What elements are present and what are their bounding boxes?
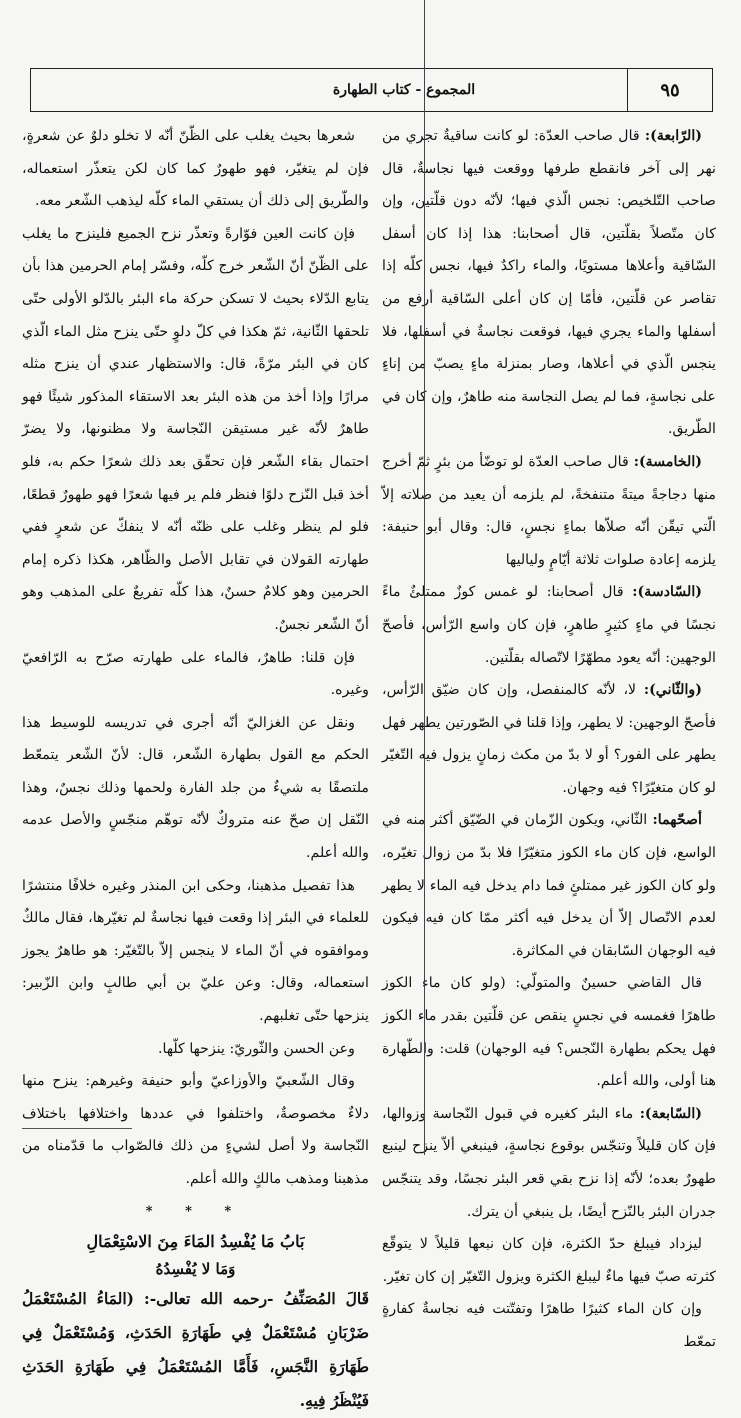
paragraph <box>382 576 716 674</box>
paragraph <box>382 120 716 446</box>
scan-fold-line <box>424 0 425 1155</box>
page-header <box>30 68 713 112</box>
paragraph: وقال الشّعبيّ والأوزاعيّ وأبو حنيفة وغيرهم: ينزح منها دلاءٌ مخصوصةٌ، واختلفوا في عددها واختلافها باختلاف النّجاسة ولا أصل لشيءٍ من ذلك فالصّواب ما قدّمناه من مذهبنا ومذهب مالكٍ والله أعلم. <box>22 1073 369 1187</box>
issue-label: (السّابعة): <box>639 1105 702 1122</box>
paragraph: هذا تفصيل مذهبنا، وحكى ابن المنذر وغيره خلافًا منتشرًا للعلماء في البئر إذا وقعت فيها نجاسةٌ لم تغيّرها، فقال مالكٌ وموافقوه في أنّ الماء لا ينجس إلاّ بالتّغيّر: هو طاهرٌ يجوز استعماله، وقال: وعن عليّ بن أبي طالبٍ وابن الزّبير: ينزحها حتّى تغلبهم. <box>22 877 369 1025</box>
paragraph-text: ماء البئر كغيره في قبول النّجاسة وزوالها، فإن كان قليلاً وتنجّس بوقوع نجاسةٍ، فينبغي ألاّ ينزح لينبع طهورٌ بعده؛ لأنّه إذا نزح بقي قعر البئر نجسًا، وقد يتنجّس جدران البئر بالنّزح أيضًا، بل ينبغي أن يترك. <box>382 1105 716 1220</box>
paragraph <box>382 446 716 576</box>
paragraph: ونقل عن الغزاليّ أنّه أجرى في تدريسه للوسيط هذا الحكم مع القول بطهارة الشّعر، قال: لأنّ الشّعر يتمعّط ملتصقًا به شيءٌ من جلد الفارة ولحمها وذلك نجسٌ، وهذا النّقل إن صحّ عنه متروكٌ لأنّه توهّم منجّسٍ والأصل عدمه والله أعلم. <box>22 714 369 862</box>
paragraph-text: لا، لأنّه كالمنفصل، وإن كان ضيّق الرّأس، فأصحّ الوجهين: لا يطهر، وإذا قلنا في الصّورتين يطهر فهل يطهر على الفور؟ أو لا بدّ من مكث زمانٍ يزول فيه التّغيّر لو كان متغيّرًا؟ فيه وجهان. <box>382 682 716 796</box>
paragraph-text: ليزداد فيبلغ حدّ الكثرة، فإن كان نبعها قليلاً لا يتوقّع كثرته صبّ فيها ماءٌ ليبلغ الكثرة ويزول التّغيّر إن كان تغيّر. <box>382 1236 716 1285</box>
running-title: المجموع - كتاب الطهارة <box>332 82 476 98</box>
issue-label: أصحّهما: <box>652 812 702 829</box>
paragraph <box>382 1098 716 1228</box>
left-column <box>22 120 369 1411</box>
issue-label: (السّادسة): <box>632 584 702 601</box>
paragraph: فإن كانت العين فوّارةً وتعذّر نزح الجميع فلينزح ما يغلب على الظّنّ أنّ الشّعر خرج كلّه، وفسّر إمام الحرمين هذا بأن يتابع الدّلاء بحيث لا تسكن حركة ماء البئر بالدّلو الأولى حتّى تلحقها الثّانية، ثمّ هكذا في كلّ دلوٍ حتّى ينزح مثل الماء الّذي كان في البئر مرّةً، قال: والاستظهار عندي أن ينزح مثله مرارًا وإذا أخذ من هذه البئر بعد الاستقاء المذكور شيئًا فهو طاهرٌ لأنّه غير مستيقن النّجاسة ولا مظنونها، ولا يضرّ احتمال بقاء الشّعر فإن تحقّق بعد ذلك شعرًا حكم به، فلو أخذ قبل النّزح دلوًا فنظر فلم ير فيها شعرًا فهو طهورٌ قطعًا، فلو لم ينظر وغلب على ظنّه أنّه لا ينفكّ عن شعرٍ ففي طهارته القولان في تقابل الأصل والظّاهر، هكذا ذكره إمام الحرمين وهو كلامٌ حسنٌ، هذا كلّه تفريعٌ على المذهب وهو أنّ الشّعر نجسٌ. <box>22 225 369 633</box>
paragraph-text: قال صاحب العدّة: لو كانت ساقيةٌ تجري من نهر إلى آخر فانقطع طرفها ووقعت فيها نجاسةٌ، قال صاحب التّلخيص: نجس الّذي فيها؛ لأنّه دون قلّتين، وإن كان متّصلاً بقلّتين، قال أصحابنا: هذا إذا كان أسفل السّاقية وأعلاها مستويًا، والماء راكدٌ فيها، نجس كلّه إذا تقاصر عن قلّتين، فأمّا إن كان أعلى السّاقية أرفع من أسفلها والماء يجري فيها، فوقعت نجاسةٌ في أسفلها، فلا ينجس الّذي في أعلاها، وصار بمنزلة ماءٍ يصبّ من إناءٍ على نجاسةٍ، فما لم يصل النجاسة منه طاهرٌ، وإن كان في الطّريق. <box>382 128 716 438</box>
paragraph-text: قال أصحابنا: لو غمس كوزٌ ممتلئٌ ماءً نجسًا في ماءٍ كثيرٍ طاهرٍ، فإن كان واسع الرّأس، فأصحّ الوجهين: أنّه يعود مطهّرًا لاتّصاله بقلّتين. <box>382 584 716 666</box>
paragraph <box>382 804 716 967</box>
paragraph-text: قال صاحب العدّة لو توضّأ من بئرٍ ثمّ أخرج منها دجاجةً ميتةً متنفخةً، لم يلزمه أن يعيد من صلاته إلاّ الّتي تيقّن أنّه صلاّها بماءٍ نجسٍ، قال: وقال أبو حنيفة: يلزمه إعادة صلوات ثلاثة أيّامٍ ولياليها <box>382 453 716 568</box>
paragraph <box>382 1228 716 1293</box>
footnote-rule <box>22 1128 132 1129</box>
paragraph-text: وإن كان الماء كثيرًا طاهرًا وتفتّتت فيه نجاسةٌ كفارةٍ تمعّط <box>382 1301 716 1350</box>
chapter-title: بَابُ مَا يُفْسِدُ المَاءَ مِنَ الاسْتِعْمَالِ <box>86 1232 305 1252</box>
paragraph-text: قال القاضي حسينٌ والمتولّي: (ولو كان ماء الكوز طاهرًا فغمسه في نجسٍ ينقص عن قلّتين بقدر ماء الكوز فهل يحكم بطهارة النّجس؟ فيه الوجهان) قلت: والطّهارة هنا أولى، والله أعلم. <box>382 975 716 1090</box>
page-number: ٩٥ <box>627 69 712 111</box>
section-stars: * * * <box>145 1203 246 1219</box>
paragraph <box>382 967 716 1097</box>
paragraph: فإن قلنا: طاهرٌ، فالماء على طهارته صرّح به الرّافعيّ وغيره. <box>22 649 369 699</box>
paragraph: شعرها بحيث يغلب على الظّنّ أنّه لا تخلو دلوٌ عن شعرةٍ، فإن لم يتغيّر، فهو طهورٌ كما كان لكن يتعذّر استعماله، والطّريق إلى ذلك أن يستقي الماء كلّه ليذهب الشّعر معه. <box>22 128 369 210</box>
paragraph-text: الثّاني، ويكون الزّمان في الضّيّق أكثر منه في الواسع، فإن كان ماء الكوز متغيّرًا فلا بدّ من زوال تغيّره، ولو كان الكوز غير ممتلئٍ فما دام يدخل فيه الماء لا يطهر لعدم الاتّصال إلاّ أن يدخل فيه أكثر ممّا كان فيه فيكون فيه الوجهان السّابقان في المكاثرة. <box>382 812 716 959</box>
issue-label: (الرّابعة): <box>644 128 702 144</box>
right-column <box>382 120 716 1350</box>
author-quote: قَالَ المُصَنِّفُ -رحمه الله تعالى-: (المَاءُ المُسْتَعْمَلُ ضَرْبَانِ مُسْتَعْمَلٌ فِي طَهَارَةِ الحَدَثِ، وَمُسْتَعْمَلٌ فِي طَهَارَةِ النَّجَسِ، فَأَمَّا المُسْتَعْمَلُ فِي طَهَارَةِ الحَدَثِ فَيُنْظَرُ فِيهِ. <box>22 1289 369 1411</box>
issue-label: (والثّاني): <box>643 682 702 699</box>
chapter-subtitle: وَمَا لا يُفْسِدُهُ <box>155 1260 236 1279</box>
paragraph <box>382 1293 716 1358</box>
issue-label: (الخامسة): <box>633 453 702 470</box>
paragraph: وعن الحسن والثّوريّ: ينزحها كلّها. <box>157 1040 355 1057</box>
paragraph <box>382 674 716 804</box>
